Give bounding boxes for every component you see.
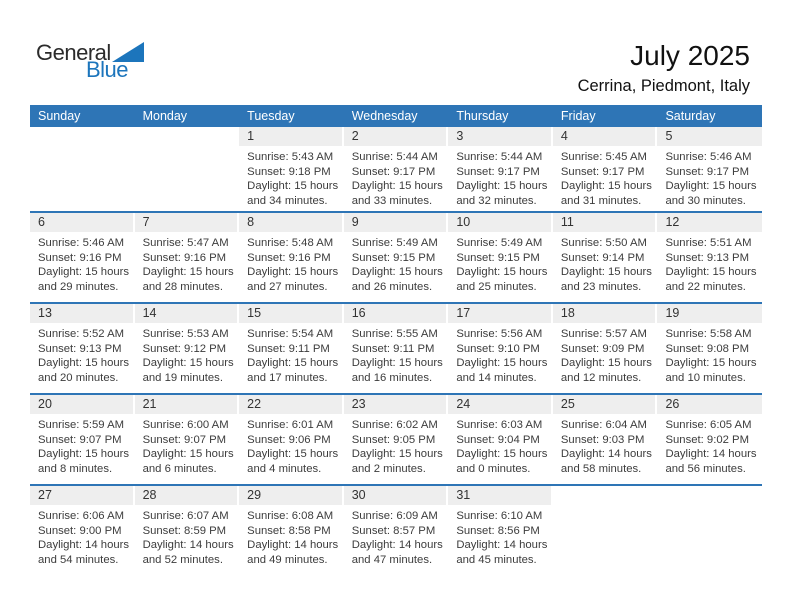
day-details [657,146,762,208]
day-detail-line: Sunset: 9:10 PM [456,342,540,355]
day-cell-empty [657,486,762,575]
day-detail-line: Daylight: 15 hours [247,266,339,279]
day-number: 18 [553,304,656,323]
day-detail-line: and 52 minutes. [142,553,223,566]
day-cell [135,395,240,484]
day-detail-line: Sunset: 9:11 PM [247,342,330,355]
logo-text-general: General [36,40,111,65]
day-number: 23 [344,395,447,414]
day-details [448,232,553,294]
day-number: 16 [344,304,447,323]
day-number: 27 [30,486,133,505]
day-detail-line: Sunset: 9:17 PM [665,165,749,178]
day-details [448,414,553,476]
day-detail-line: and 25 minutes. [456,280,537,293]
day-detail-line: Daylight: 15 hours [456,448,548,461]
day-number: 2 [344,127,447,146]
day-detail-line: Sunset: 9:13 PM [665,251,749,264]
day-detail-line: Sunrise: 6:05 AM [665,419,752,431]
day-detail-line: Daylight: 15 hours [38,357,130,370]
day-number: 24 [448,395,551,414]
weekday-label-sunday: Sunday [38,109,81,123]
weekday-label-thursday: Thursday [456,109,509,123]
calendar [30,105,762,575]
day-cell [30,304,135,393]
week-row [30,211,762,302]
day-details [448,323,553,385]
day-detail-line: Daylight: 15 hours [560,180,652,193]
day-number: 17 [448,304,551,323]
day-detail-line: and 49 minutes. [247,553,328,566]
day-details [344,414,449,476]
day-detail-line: Sunrise: 5:50 AM [560,237,647,249]
day-detail-line: Sunset: 9:16 PM [142,251,227,264]
day-detail-line: and 26 minutes. [351,280,433,293]
day-cell [553,304,658,393]
day-cell [657,304,762,393]
day-detail-line: Daylight: 15 hours [142,357,234,370]
day-cell [553,395,658,484]
day-detail-line: Daylight: 14 hours [560,448,652,461]
day-number: 13 [30,304,133,323]
day-number: 30 [344,486,447,505]
day-detail-line: Daylight: 15 hours [38,448,130,461]
day-detail-line: and 47 minutes. [351,553,433,566]
day-detail-line: Sunrise: 5:59 AM [38,419,125,431]
day-detail-line: Sunset: 9:09 PM [560,342,645,355]
day-detail-line: Sunrise: 5:47 AM [142,237,229,249]
day-detail-line: Daylight: 14 hours [38,539,130,552]
day-detail-line: Sunset: 9:00 PM [38,524,122,537]
day-cell [448,127,553,211]
day-number: 31 [448,486,551,505]
day-detail-line: Sunset: 9:11 PM [351,342,435,355]
day-detail-line: Sunset: 9:15 PM [456,251,540,264]
day-details [135,323,240,385]
day-detail-line: Sunset: 8:59 PM [142,524,227,537]
day-number: 20 [30,395,133,414]
day-detail-line: Sunrise: 6:00 AM [142,419,229,431]
day-detail-line: Sunset: 9:04 PM [456,433,540,446]
day-detail-line: Sunset: 9:08 PM [665,342,749,355]
day-detail-line: Sunrise: 6:07 AM [142,510,229,522]
day-detail-line: Sunset: 9:07 PM [38,433,122,446]
day-detail-line: and 4 minutes. [247,462,322,475]
day-detail-line: and 19 minutes. [142,371,223,384]
day-detail-line: and 17 minutes. [247,371,328,384]
day-detail-line: and 0 minutes. [456,462,531,475]
day-details [344,323,449,385]
week-row [30,127,762,211]
day-cell [30,213,135,302]
day-detail-line: Sunset: 8:57 PM [351,524,436,537]
weekday-label-wednesday: Wednesday [351,109,418,123]
day-detail-line: Sunset: 9:18 PM [247,165,331,178]
day-cell [553,213,658,302]
day-detail-line: Daylight: 15 hours [247,180,339,193]
day-number: 9 [344,213,447,232]
weekday-label-tuesday: Tuesday [247,109,295,123]
day-details [239,146,344,208]
day-details [135,505,240,567]
day-detail-line: Sunrise: 5:46 AM [38,237,125,249]
day-detail-line: Sunrise: 5:56 AM [456,328,543,340]
day-cell-empty [30,127,135,211]
day-detail-line: Daylight: 14 hours [142,539,234,552]
day-detail-line: and 32 minutes. [456,194,537,207]
day-detail-line: Daylight: 15 hours [142,448,234,461]
day-detail-line: Sunrise: 5:48 AM [247,237,334,249]
page-title: July 2025 [630,40,750,71]
day-detail-line: Sunset: 8:56 PM [456,524,540,537]
day-details [239,323,344,385]
day-cell [448,395,553,484]
day-detail-line: Sunrise: 5:55 AM [351,328,438,340]
day-cell [344,213,449,302]
day-detail-line: Daylight: 14 hours [456,539,548,552]
day-detail-line: Sunrise: 5:57 AM [560,328,647,340]
day-detail-line: Sunset: 9:03 PM [560,433,645,446]
day-detail-line: Sunset: 9:05 PM [351,433,436,446]
day-details [657,232,762,294]
day-detail-line: Sunset: 9:16 PM [247,251,331,264]
page-subtitle: Cerrina, Piedmont, Italy [577,77,750,95]
day-detail-line: Daylight: 15 hours [560,266,652,279]
day-cell [344,304,449,393]
day-detail-line: and 58 minutes. [560,462,642,475]
day-detail-line: Sunrise: 5:54 AM [247,328,334,340]
day-detail-line: Daylight: 15 hours [38,266,130,279]
week-row [30,302,762,393]
day-detail-line: and 45 minutes. [456,553,537,566]
day-detail-line: and 10 minutes. [665,371,746,384]
day-detail-line: Daylight: 15 hours [351,266,443,279]
day-detail-line: Sunrise: 5:46 AM [665,151,752,163]
day-detail-line: Sunrise: 6:04 AM [560,419,647,431]
day-detail-line: Sunset: 9:15 PM [351,251,436,264]
day-details [553,414,658,476]
day-detail-line: Sunrise: 5:51 AM [665,237,752,249]
day-details [344,232,449,294]
day-detail-line: and 14 minutes. [456,371,537,384]
day-detail-line: Sunrise: 6:01 AM [247,419,334,431]
day-detail-line: Sunset: 8:58 PM [247,524,331,537]
day-details [135,232,240,294]
day-number: 11 [553,213,656,232]
day-detail-line: and 56 minutes. [665,462,746,475]
day-details [30,505,135,567]
day-detail-line: Daylight: 15 hours [351,448,443,461]
day-cell [448,213,553,302]
day-cell-empty [553,486,658,575]
day-detail-line: Sunrise: 6:03 AM [456,419,543,431]
week-row [30,393,762,484]
day-detail-line: and 31 minutes. [560,194,642,207]
day-details [239,232,344,294]
day-number: 8 [239,213,342,232]
day-detail-line: Daylight: 15 hours [456,357,548,370]
day-detail-line: Daylight: 15 hours [665,357,757,370]
day-cell [553,127,658,211]
day-detail-line: Sunrise: 5:49 AM [456,237,543,249]
day-details [239,414,344,476]
day-details [344,505,449,567]
day-detail-line: Daylight: 14 hours [351,539,443,552]
day-cell [135,304,240,393]
day-details [657,414,762,476]
logo-text-blue: Blue [86,57,129,82]
day-detail-line: Sunset: 9:12 PM [142,342,227,355]
day-detail-line: and 8 minutes. [38,462,113,475]
day-detail-line: Sunset: 9:06 PM [247,433,331,446]
day-details [239,505,344,567]
day-cell-empty [135,127,240,211]
day-details [448,146,553,208]
day-number: 3 [448,127,551,146]
weekday-label-friday: Friday [560,109,596,123]
day-detail-line: Daylight: 15 hours [247,448,339,461]
day-cell [30,486,135,575]
day-detail-line: Daylight: 15 hours [247,357,339,370]
day-detail-line: Daylight: 15 hours [351,357,443,370]
day-detail-line: and 34 minutes. [247,194,328,207]
day-number: 22 [239,395,342,414]
day-details [657,323,762,385]
day-detail-line: and 28 minutes. [142,280,223,293]
day-detail-line: Sunset: 9:17 PM [560,165,645,178]
day-detail-line: and 12 minutes. [560,371,642,384]
day-number: 14 [135,304,238,323]
day-details [553,232,658,294]
day-number: 12 [657,213,762,232]
day-cell [239,127,344,211]
day-cell [135,213,240,302]
day-detail-line: and 54 minutes. [38,553,119,566]
general-blue-logo [36,42,144,80]
day-detail-line: Sunset: 9:02 PM [665,433,749,446]
day-detail-line: Daylight: 15 hours [560,357,652,370]
day-detail-line: and 27 minutes. [247,280,328,293]
day-details [30,232,135,294]
day-detail-line: Sunset: 9:17 PM [456,165,540,178]
day-detail-line: and 16 minutes. [351,371,433,384]
day-detail-line: Sunset: 9:17 PM [351,165,436,178]
day-number: 28 [135,486,238,505]
day-detail-line: and 29 minutes. [38,280,119,293]
day-detail-line: Sunrise: 6:08 AM [247,510,334,522]
day-detail-line: Daylight: 14 hours [247,539,339,552]
day-cell [239,395,344,484]
weekday-label-monday: Monday [142,109,188,123]
day-detail-line: and 20 minutes. [38,371,119,384]
day-cell [344,395,449,484]
day-cell [344,486,449,575]
day-detail-line: and 30 minutes. [665,194,746,207]
day-detail-line: Sunset: 9:14 PM [560,251,645,264]
day-details [553,323,658,385]
day-detail-line: Sunrise: 6:06 AM [38,510,125,522]
day-detail-line: Sunrise: 6:02 AM [351,419,438,431]
day-details [30,414,135,476]
day-cell [448,304,553,393]
day-cell [239,304,344,393]
day-detail-line: Sunrise: 5:49 AM [351,237,438,249]
day-cell [657,395,762,484]
day-number: 29 [239,486,342,505]
day-detail-line: Sunrise: 5:44 AM [456,151,543,163]
day-cell [30,395,135,484]
day-detail-line: Sunset: 9:13 PM [38,342,122,355]
day-detail-line: and 33 minutes. [351,194,433,207]
day-cell [135,486,240,575]
day-number: 25 [553,395,656,414]
day-detail-line: Sunrise: 5:52 AM [38,328,125,340]
day-detail-line: Sunset: 9:07 PM [142,433,227,446]
weekday-label-saturday: Saturday [665,109,716,123]
day-number: 1 [239,127,342,146]
day-cell [239,486,344,575]
day-detail-line: Sunrise: 5:53 AM [142,328,229,340]
day-cell [239,213,344,302]
day-number: 5 [657,127,762,146]
day-cell [344,127,449,211]
day-detail-line: Sunrise: 6:10 AM [456,510,543,522]
day-number: 15 [239,304,342,323]
day-detail-line: Sunrise: 6:09 AM [351,510,438,522]
day-details [30,323,135,385]
day-detail-line: and 6 minutes. [142,462,217,475]
day-detail-line: Daylight: 15 hours [351,180,443,193]
day-cell [657,127,762,211]
day-number: 6 [30,213,133,232]
day-detail-line: Daylight: 15 hours [456,180,548,193]
day-detail-line: and 23 minutes. [560,280,642,293]
day-details [135,414,240,476]
day-detail-line: and 22 minutes. [665,280,746,293]
day-number: 7 [135,213,238,232]
day-detail-line: Sunrise: 5:45 AM [560,151,647,163]
day-number: 19 [657,304,762,323]
day-detail-line: Daylight: 14 hours [665,448,757,461]
week-row [30,484,762,575]
day-detail-line: Daylight: 15 hours [665,266,757,279]
calendar-weeks [30,127,762,575]
day-number: 4 [553,127,656,146]
weekday-header [30,105,762,127]
day-details [344,146,449,208]
day-detail-line: Daylight: 15 hours [142,266,234,279]
day-detail-line: Daylight: 15 hours [665,180,757,193]
day-detail-line: Sunrise: 5:58 AM [665,328,752,340]
day-number: 10 [448,213,551,232]
day-number: 26 [657,395,762,414]
day-detail-line: and 2 minutes. [351,462,426,475]
day-detail-line: Sunrise: 5:44 AM [351,151,438,163]
day-detail-line: Sunset: 9:16 PM [38,251,122,264]
day-cell [657,213,762,302]
day-cell [448,486,553,575]
day-detail-line: Sunrise: 5:43 AM [247,151,334,163]
day-details [553,146,658,208]
day-details [448,505,553,567]
day-number: 21 [135,395,238,414]
day-detail-line: Daylight: 15 hours [456,266,548,279]
